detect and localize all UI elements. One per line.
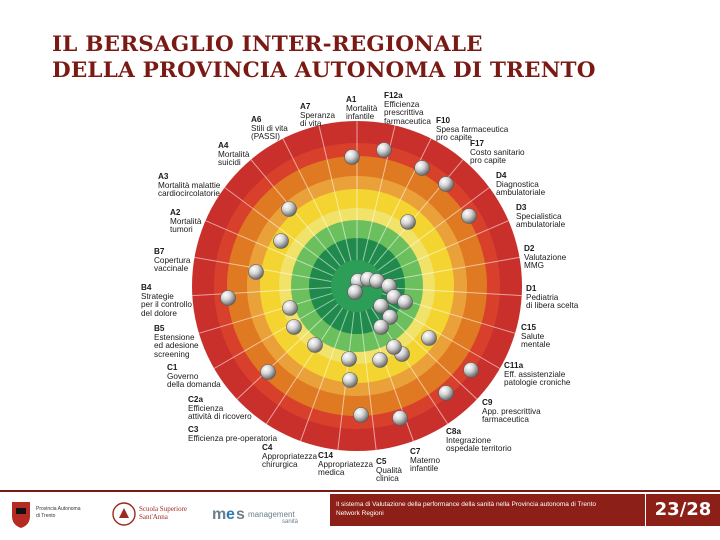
svg-text:Sant'Anna: Sant'Anna (139, 513, 168, 521)
svg-text:s: s (236, 506, 245, 523)
indicator-ball (221, 291, 236, 306)
label-c3: C3 Efficienza pre-operatoria (188, 425, 278, 443)
label-d3: D3 Specialistica ambulatoriale (516, 203, 566, 230)
label-c14: C14 Appropriatezza medica (318, 451, 374, 478)
label-a4: A4 Mortalità suicidi (218, 141, 250, 168)
indicator-ball (308, 338, 323, 353)
indicator-ball (439, 386, 454, 401)
svg-text:Scuola Superiore: Scuola Superiore (139, 505, 188, 513)
indicator-ball (282, 202, 297, 217)
label-c2a: C2a Efficienza attività di ricovero (188, 395, 252, 422)
page-number: 23/28 (646, 494, 720, 526)
label-a1: A1 Mortalità infantile (346, 95, 378, 122)
label-a3: A3 Mortalità malattie cardiocircolatorie (158, 172, 221, 199)
label-d4: D4 Diagnostica ambulatoriale (496, 171, 546, 198)
svg-text:management: management (248, 510, 295, 519)
label-a7: A7 Speranza di vita (300, 102, 336, 129)
label-d2: D2 Valutazione MMG (524, 244, 567, 271)
indicator-ball (342, 352, 357, 367)
footer-caption-line2: Network Regioni (336, 510, 384, 517)
label-b7: B7 Copertura vaccinale (154, 247, 191, 274)
label-f17: F17 Costo sanitario pro capite (470, 139, 525, 166)
indicator-ball (354, 408, 369, 423)
label-c7: C7 Materno infantile (410, 447, 441, 474)
indicator-ball (377, 143, 392, 158)
svg-text:di Trento: di Trento (36, 513, 56, 519)
label-d1: D1 Pediatria di libera scelta (526, 284, 579, 311)
indicator-ball (462, 209, 477, 224)
indicator-ball (464, 363, 479, 378)
indicator-ball (401, 215, 416, 230)
label-c8a: C8a Integrazione ospedale territorio (446, 427, 512, 454)
indicator-ball (415, 161, 430, 176)
indicator-ball (374, 320, 389, 335)
svg-text:sanità: sanità (282, 519, 299, 525)
indicator-ball (283, 301, 298, 316)
indicator-ball (439, 177, 454, 192)
footer-divider (0, 490, 720, 492)
indicator-ball (398, 295, 413, 310)
label-c11a: C11a Eff. assistenziale patologie croniche (504, 361, 571, 388)
sssa-logo (112, 498, 198, 530)
label-a6: A6 Stili di vita (PASSI) (251, 115, 288, 142)
indicator-ball (373, 353, 388, 368)
svg-text:m: m (212, 506, 227, 523)
indicator-ball (261, 365, 276, 380)
label-f12a: F12a Efficienza prescrittiva farmaceutica (384, 91, 431, 126)
trento-logo (8, 498, 98, 530)
label-f10: F10 Spesa farmaceutica pro capite (436, 116, 509, 143)
label-c9: C9 App. prescrittiva farmaceutica (482, 398, 541, 425)
indicator-ball (343, 373, 358, 388)
label-a2: A2 Mortalità tumori (170, 208, 202, 235)
title-line-1: IL BERSAGLIO INTER-REGIONALE (52, 32, 483, 57)
indicator-ball (348, 285, 363, 300)
label-c5: C5 Qualità clinica (376, 457, 402, 484)
footer-caption (336, 500, 636, 518)
indicator-ball (422, 331, 437, 346)
indicator-ball (249, 265, 264, 280)
label-c4: C4 Appropriatezza chirurgica (262, 443, 318, 470)
label-c15: C15 Salute mentale (521, 323, 551, 350)
indicator-ball (393, 411, 408, 426)
indicator-ball (345, 150, 360, 165)
title-line-2: DELLA PROVINCIA AUTONOMA DI TRENTO (52, 58, 596, 83)
label-b4: B4 Strategie per il controllo del dolore (141, 283, 192, 318)
mes-logo (212, 503, 312, 525)
label-b5: B5 Estensione ed adesione screening (154, 324, 199, 359)
indicator-ball (274, 234, 289, 249)
footer-caption-line1: Il sistema di Valutazione della performance della sanità nella Provincia autonoma di Trento (336, 501, 597, 508)
svg-text:Provincia Autonoma: Provincia Autonoma (36, 506, 81, 512)
label-c1: C1 Governo della domanda (167, 363, 221, 390)
svg-text:e: e (226, 506, 235, 523)
indicator-ball (287, 320, 302, 335)
indicator-ball (387, 340, 402, 355)
